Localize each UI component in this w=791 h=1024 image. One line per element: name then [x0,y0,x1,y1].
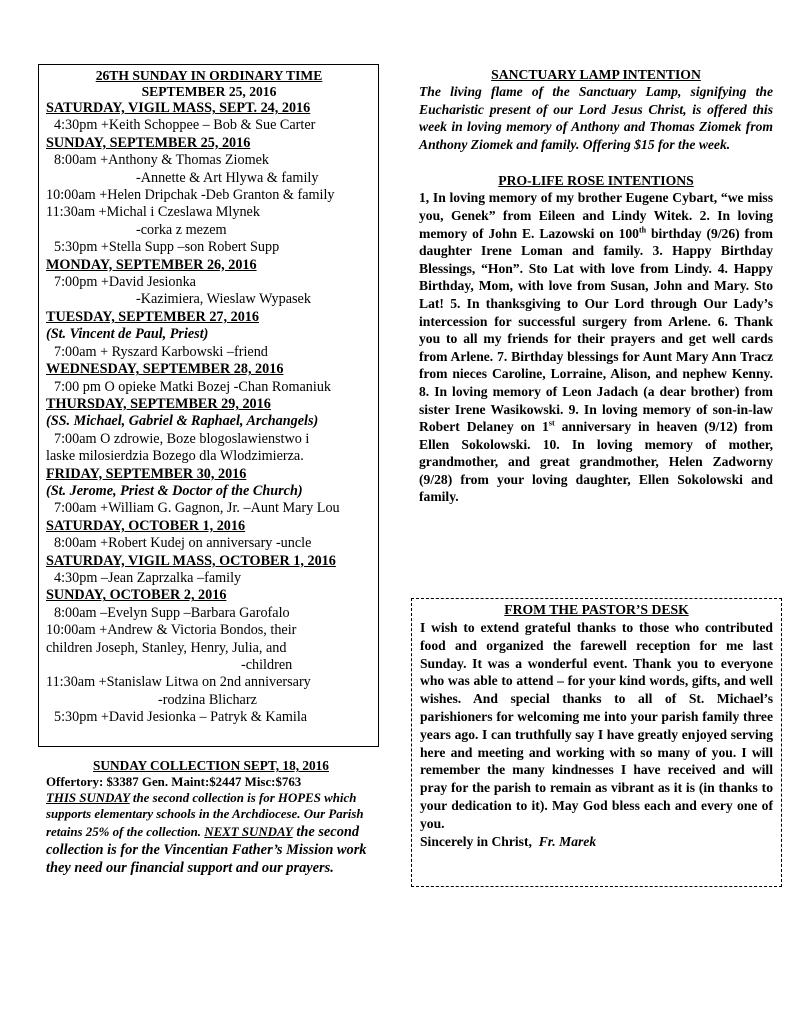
pastors-desk-box [411,598,782,887]
schedule-entry: 7:00 pm O opieke Matki Bozej -Chan Romaniuk [54,378,332,395]
collection-heading: SUNDAY COLLECTION SEPT, 18, 2016 [93,758,329,773]
collection-note-part2: the second collection is for the Vincentian Father’s Mission work they need our financial support and our prayers. [46,823,367,876]
schedule-day-heading: SUNDAY, SEPTEMBER 25, 2016 [46,134,251,151]
pastor-heading: FROM THE PASTOR’S DESK [504,602,689,617]
schedule-entry: 5:30pm +Stella Supp –son Robert Supp [54,239,280,256]
rose-heading: PRO-LIFE ROSE INTENTIONS [498,173,694,189]
this-sunday-label: THIS SUNDAY [46,791,130,806]
schedule-list [46,100,372,727]
rose-text-part3: anniversary in heaven (9/12) from Ellen Sokolowski. 10. In loving memory of mother, grandmother, and great grandmother, Helen Zadworny (9/28) from your loving daughter, Ellen Sokolowski and family. [419,419,773,505]
schedule-entry: 11:30am +Michal i Czeslawa Mlynek [46,204,260,221]
rose-text-part1: 1, In loving memory of my brother Eugene Cybart, “we miss you, Genek” from Eileen and Lindy Witek. 2. In loving memory of John E. Lazowski on 100 [419,190,773,241]
schedule-entry: -Kazimiera, Wieslaw Wypasek [136,291,311,308]
schedule-day-heading: FRIDAY, SEPTEMBER 30, 2016 [46,465,247,482]
schedule-entry: 10:00am +Andrew & Victoria Bondos, their [46,622,297,639]
schedule-day-heading: SUNDAY, OCTOBER 2, 2016 [46,587,227,604]
schedule-entry: 11:30am +Stanislaw Litwa on 2nd anniversary [46,674,311,691]
schedule-entry: laske milosierdzia Bozego dla Wlodzimierza. [46,448,304,465]
schedule-entry: 8:00am +Anthony & Thomas Ziomek [54,152,270,169]
mass-schedule-box [38,64,379,747]
collection-note-part1: the second collection is for HOPES which supports elementary schools in the Archdiocese. Our Parish retains 25% of the collection. [46,791,364,839]
schedule-entry: (SS. Michael, Gabriel & Raphael, Archangels) [46,413,319,430]
schedule-entry: (St. Jerome, Priest & Doctor of the Church) [46,482,303,499]
rose-sup-st: st [548,418,555,428]
schedule-entry: (St. Vincent de Paul, Priest) [46,326,209,343]
collection-note [46,790,376,876]
closing-text: Sincerely in Christ, [420,833,532,849]
rose-sup-th: th [638,225,647,235]
schedule-entry: 7:00am + Ryszard Karbowski –friend [54,343,268,360]
schedule-day-heading: SATURDAY, VIGIL MASS, OCTOBER 1, 2016 [46,552,336,569]
rose-text [419,189,773,506]
schedule-day-heading: THURSDAY, SEPTEMBER 29, 2016 [46,395,271,412]
signature: Fr. Marek [538,833,597,849]
schedule-entry: -corka z mezem [136,221,227,238]
right-column [419,66,773,506]
pastor-closing [420,833,773,851]
schedule-entry: -children [241,657,293,673]
collection-section [46,758,376,877]
schedule-entry: -Annette & Art Hlywa & family [136,169,319,186]
lamp-heading: SANCTUARY LAMP INTENTION [491,67,701,82]
schedule-entry: 5:30pm +David Jesionka – Patryk & Kamila [54,709,308,726]
schedule-entry: children Joseph, Stanley, Henry, Julia, and [46,639,287,656]
next-sunday-label: NEXT SUNDAY [204,824,293,839]
schedule-entry: 8:00am –Evelyn Supp –Barbara Garofalo [54,604,290,621]
rose-text-part2: birthday (9/26) from daughter Irene Loman and family. 3. Happy Birthday Blessings, “Hon”. Sto Lat with love from Lindy. 4. Happy Birthday, Mom, with love from Susan, John and Mary. Sto Lat! 5. In thanksgiving to Our Lord through Our Lady’s intercession for successful surgery from Arlene. 6. Thank you to all my friends for their prayers and get well cards from Arlene. 7. Birthday blessings for Aunt Mary Ann Tracz from nieces Caroline, Lorraine, Alison, and nephew Kenny. 8. In loving memory of Leon Jadach (a dear brother) from sister Irene Wasikowski. 9. In loving memory of son-in-law Robert Delaney on 1 [419,225,773,435]
schedule-date: SEPTEMBER 25, 2016 [141,84,277,99]
schedule-title: 26TH SUNDAY IN ORDINARY TIME [95,68,323,83]
schedule-day-heading: WEDNESDAY, SEPTEMBER 28, 2016 [46,361,284,378]
collection-offertory: Offertory: $3387 Gen. Maint:$2447 Misc:$763 [46,775,302,789]
schedule-entry: 7:00pm +David Jesionka [54,274,196,291]
schedule-entry: 8:00am +Robert Kudej on anniversary -uncle [54,535,312,552]
schedule-day-heading: SATURDAY, OCTOBER 1, 2016 [46,517,246,534]
schedule-entry: 7:00am +William G. Gagnon, Jr. –Aunt Mary Lou [54,500,340,517]
schedule-day-heading: TUESDAY, SEPTEMBER 27, 2016 [46,308,259,325]
schedule-day-heading: SATURDAY, VIGIL MASS, SEPT. 24, 2016 [46,100,311,116]
pastor-text: I wish to extend grateful thanks to those who contributed food and organized the farewell reception for me last Sunday. It was a wonderful event. Thank you to everyone who was able to attend – for your kind words, gifts, and well wishes. And special thanks to all of St. Michael’s parishioners for welcoming me into your parish family three years ago. I can truthfully say I have greatly enjoyed serving here and meeting and working with so many of you. I will remember the many kindnesses I have received and will pray for the parish to remain as vibrant as it is (in thanks to your dedication to it). May God bless each and every one of you. [420,620,773,831]
schedule-day-heading: MONDAY, SEPTEMBER 26, 2016 [46,256,257,273]
schedule-entry: 4:30pm +Keith Schoppee – Bob & Sue Carter [54,117,316,134]
schedule-entry: 4:30pm –Jean Zaprzalka –family [54,569,242,586]
schedule-entry: -rodzina Blicharz [158,691,257,708]
schedule-entry: 10:00am +Helen Dripchak -Deb Granton & family [46,187,335,204]
schedule-entry: 7:00am O zdrowie, Boze blogoslawienstwo i [54,430,310,447]
lamp-text: The living flame of the Sanctuary Lamp, signifying the Eucharistic present of our Lord Jesus Christ, is offered this week in loving memory of Anthony and Thomas Ziomek from Anthony Ziomek and family. Offering $15 for the week. [419,84,773,152]
